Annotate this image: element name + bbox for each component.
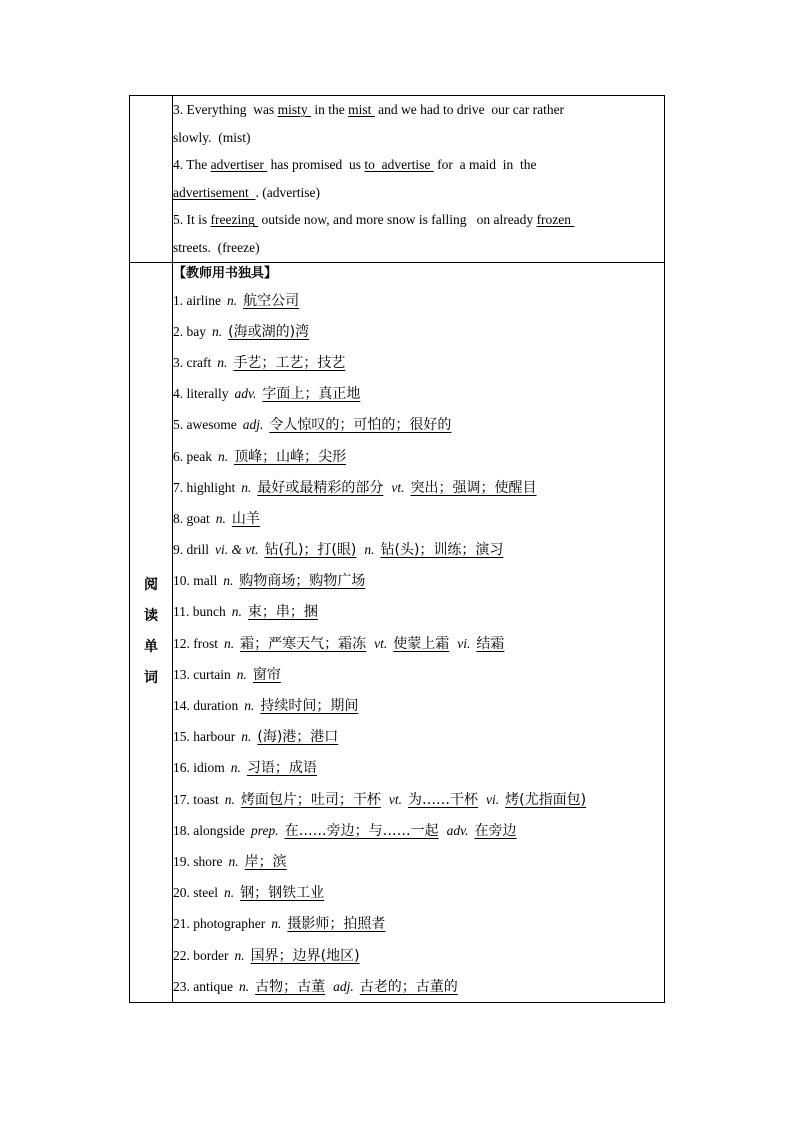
vocab-word: 18. alongside: [173, 822, 245, 838]
vocab-word: 6. peak: [173, 448, 212, 464]
vocab-word: 17. toast: [173, 791, 219, 807]
vocab-item: [173, 846, 664, 877]
exercise-answer: frozen: [536, 212, 575, 228]
vocab-word: 14. duration: [173, 698, 239, 713]
vocab-meaning: 持续时间；期间: [260, 698, 359, 714]
vocab-meaning: 航空公司: [243, 292, 300, 309]
vocab-word: 5. awesome: [173, 417, 237, 433]
vocab-part-of-speech: n.: [271, 916, 282, 932]
vocab-part-of-speech: vt.: [374, 635, 388, 651]
vocab-item: [173, 441, 664, 472]
vocab-item: [173, 472, 664, 503]
exercise-answer: advertisement: [173, 184, 256, 200]
vocab-item: [173, 784, 664, 815]
vocab-part-of-speech: n.: [224, 791, 235, 807]
vocab-word: 11. bunch: [173, 604, 226, 620]
exercise-answer: misty: [277, 102, 311, 117]
exercise-line: [173, 124, 664, 152]
vocab-items: [173, 285, 664, 1002]
vocab-word: 23. antique: [173, 978, 233, 994]
vocab-word: 7. highlight: [173, 479, 236, 495]
exercise-text: in the: [311, 102, 349, 117]
vocab-part-of-speech: n.: [228, 853, 239, 869]
vocab-meaning: 烤(尤指面包): [505, 791, 587, 808]
vocabulary-row: [130, 262, 665, 1002]
vocab-meaning: 古物；古董: [255, 978, 326, 995]
vocab-part-of-speech: vi.: [486, 791, 500, 807]
vocab-part-of-speech: n.: [239, 978, 250, 994]
vocab-meaning: 钻(头)；训练；演习: [380, 542, 504, 559]
vocab-meaning: 最好或最精彩的部分: [257, 479, 384, 496]
vocab-part-of-speech: n.: [224, 635, 235, 651]
exercise-line: [173, 151, 664, 179]
vocab-meaning: 习语；成语: [246, 760, 317, 777]
vocab-word: 9. drill: [173, 542, 209, 558]
section-label-char: 词: [144, 670, 158, 687]
vocab-part-of-speech: n.: [212, 323, 223, 339]
vocab-item: [173, 285, 664, 316]
vocab-item: [173, 409, 664, 440]
vocab-part-of-speech: n.: [226, 292, 238, 308]
exercise-line: [173, 234, 664, 262]
exercise-text: 3. Everything was: [173, 102, 278, 117]
vocab-item: [173, 690, 664, 721]
vocab-part-of-speech: n.: [241, 729, 252, 745]
vocab-part-of-speech: adv.: [234, 386, 257, 402]
vocab-item: [173, 659, 664, 690]
exercise-text: streets. (freeze): [173, 239, 260, 255]
vocab-meaning: 在旁边: [474, 822, 517, 839]
exercise-text: . (advertise): [255, 184, 320, 200]
vocab-meaning: 顶峰；山峰；尖形: [234, 448, 347, 465]
vocab-word: 19. shore: [173, 853, 223, 869]
vocab-part-of-speech: adj.: [333, 978, 354, 994]
vocab-word: 13. curtain: [173, 666, 231, 682]
vocab-part-of-speech: vt.: [391, 479, 405, 495]
exercise-text: 4. The: [173, 157, 211, 173]
vocab-part-of-speech: n.: [217, 354, 228, 370]
vocab-word: 22. border: [173, 947, 229, 963]
vocab-item: [173, 503, 664, 534]
vocab-meaning: 手艺；工艺；技艺: [233, 354, 346, 371]
vocab-item: [173, 378, 664, 409]
vocab-word: 12. frost: [173, 635, 218, 651]
vocab-meaning: 购物商场；购物广场: [239, 573, 366, 590]
vocab-item: [173, 534, 664, 565]
section-label-char: 读: [144, 608, 158, 625]
vocab-part-of-speech: adj.: [242, 417, 264, 433]
vocab-part-of-speech: n.: [231, 604, 242, 620]
vocab-meaning: (海)港；港口: [257, 729, 339, 746]
exercise-answer: to advertise: [364, 157, 434, 173]
vocab-item: [173, 721, 664, 752]
vocab-meaning: 钢；钢铁工业: [240, 885, 325, 902]
vocab-meaning: 摄影师；拍照者: [287, 916, 386, 933]
vocab-meaning: 窗帘: [252, 666, 281, 683]
vocab-word: 16. idiom: [173, 760, 225, 776]
vocab-item: [173, 971, 664, 1002]
vocab-word: 8. goat: [173, 510, 210, 526]
fill-in-exercises: [173, 96, 665, 263]
vocab-item: [173, 316, 664, 347]
exercise-answer: mist: [348, 102, 375, 117]
vocab-part-of-speech: vi.: [457, 635, 471, 651]
vocab-item: [173, 908, 664, 939]
vocab-part-of-speech: n.: [223, 573, 234, 589]
vocab-meaning: 国界；边界(地区): [250, 947, 360, 964]
exercise-text: 5. It is: [173, 212, 211, 228]
vocab-meaning: 在……旁边；与……一起: [284, 822, 439, 839]
section-label-char: 单: [144, 639, 158, 656]
vocab-part-of-speech: n.: [364, 542, 375, 558]
vocab-part-of-speech: n.: [230, 760, 241, 776]
exercise-answer: freezing: [210, 212, 259, 228]
vocab-item: [173, 877, 664, 908]
vocab-item: [173, 815, 664, 846]
section-label-reading-words: [130, 262, 173, 1002]
vocab-word: 20. steel: [173, 885, 218, 901]
exercise-line: [173, 206, 664, 234]
vocab-word: 10. mall: [173, 573, 218, 589]
exercise-answer: advertiser: [210, 157, 268, 173]
vocab-part-of-speech: n.: [244, 698, 255, 713]
vocab-meaning: 字面上；真正地: [262, 386, 361, 403]
vocab-word: 15. harbour: [173, 729, 236, 745]
vocabulary-list: [173, 262, 665, 1002]
vocab-part-of-speech: adv.: [446, 822, 469, 838]
vocab-item: [173, 596, 664, 627]
teacher-edition-title: 【教师用书独具】: [173, 265, 278, 281]
vocab-meaning: 钻(孔)；打(眼): [264, 542, 357, 559]
exercise-text: for a maid in the: [433, 157, 537, 173]
empty-label-cell: [130, 96, 173, 263]
vocab-word: 2. bay: [173, 323, 206, 339]
vocab-meaning: 烤面包片；吐司；干杯: [240, 791, 381, 808]
exercise-text: outside now, and more snow is falling on already: [258, 212, 537, 228]
vocab-item: [173, 752, 664, 783]
vocab-part-of-speech: n.: [215, 510, 226, 526]
vocab-word: 21. photographer: [173, 916, 266, 932]
vocab-part-of-speech: n.: [224, 885, 235, 901]
exercise-text: has promised us: [267, 157, 365, 173]
exercise-text: slowly. (mist): [173, 129, 251, 145]
vocab-item: [173, 347, 664, 378]
section-label-char: 阅: [144, 577, 158, 594]
vocab-meaning: 令人惊叹的；可怕的；很好的: [269, 417, 452, 434]
vocab-item: [173, 628, 664, 659]
vocab-word: 3. craft: [173, 354, 212, 370]
vocab-meaning: 使蒙上霜: [393, 635, 450, 652]
vocab-meaning: 结霜: [476, 635, 505, 652]
vocab-word: 1. airline: [173, 292, 221, 308]
vocab-meaning: 霜；严寒天气；霜冻: [240, 635, 367, 652]
vocab-part-of-speech: n.: [234, 947, 245, 963]
vocab-part-of-speech: n.: [217, 448, 229, 464]
vocab-meaning: 束；串；捆: [247, 604, 318, 621]
vocab-part-of-speech: n.: [241, 479, 252, 495]
vocab-item: [173, 940, 664, 971]
vocab-meaning: 岸；滨: [244, 853, 287, 870]
vocab-part-of-speech: vt.: [388, 791, 402, 807]
exercise-line: [173, 179, 664, 207]
vocab-meaning: (海或湖的)湾: [228, 323, 310, 340]
vocab-meaning: 山羊: [231, 510, 260, 527]
vocab-meaning: 为……干杯: [408, 791, 478, 808]
worksheet-table: [129, 95, 665, 1003]
vocab-part-of-speech: vi. & vt.: [215, 542, 259, 558]
vocab-word: 4. literally: [173, 386, 229, 402]
exercise-text: and we had to drive our car rather: [374, 102, 565, 117]
fill-in-row: [130, 96, 665, 263]
vocab-meaning: 古老的；古董的: [359, 978, 458, 995]
exercise-line: [173, 96, 664, 124]
vocab-part-of-speech: prep.: [251, 822, 279, 838]
vocab-meaning: 突出；强调；使醒目: [410, 479, 537, 496]
vocab-item: [173, 565, 664, 596]
vocab-part-of-speech: n.: [236, 666, 247, 682]
